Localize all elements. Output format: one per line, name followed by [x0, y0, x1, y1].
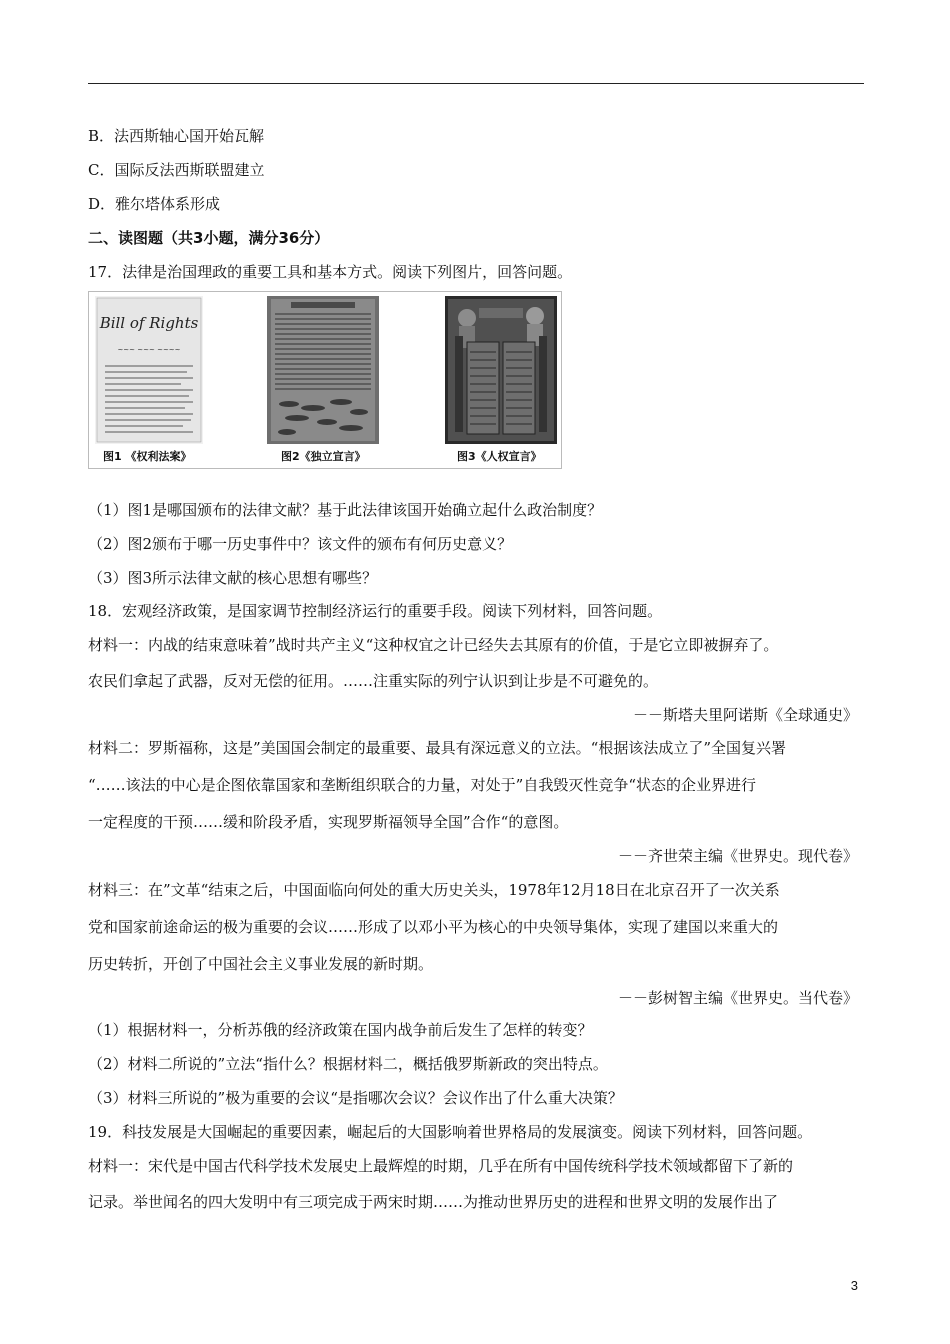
- page-number: 3: [850, 1278, 858, 1293]
- q18-sub-3: （3）材料三所说的”极为重要的会议“是指哪次会议？会议作出了什么重大决策？: [88, 1089, 623, 1107]
- q18-material-3-line-1: 材料三：在”文革“结束之后，中国面临向何处的重大历史关头，1978年12月18日在北京召开了一次关系: [88, 881, 780, 899]
- q17-sub-2: （2）图2颁布于哪一历史事件中？该文件的颁布有何历史意义？: [88, 535, 513, 553]
- figure-2-declaration-of-independence: [267, 296, 379, 448]
- q17-sub-3: （3）图3所示法律文献的核心思想有哪些？: [88, 569, 378, 587]
- figure-3-declaration-of-rights-of-man: [445, 296, 557, 448]
- figure-1-bill-of-rights: [95, 296, 203, 448]
- q18-material-2-line-3: 一定程度的干预……缓和阶段矛盾，实现罗斯福领导全国”合作“的意图。: [88, 813, 569, 831]
- q18-material-1-source: －－斯塔夫里阿诺斯《全球通史》: [632, 706, 858, 724]
- q18-sub-2: （2）材料二所说的”立法“指什么？根据材料二，概括俄罗斯新政的突出特点。: [88, 1055, 608, 1073]
- q18-stem: 18．宏观经济政策，是国家调节控制经济运行的重要手段。阅读下列材料，回答问题。: [88, 602, 663, 620]
- q18-material-3-line-2: 党和国家前途命运的极为重要的会议……形成了以邓小平为核心的中央领导集体，实现了建国以来重大的: [88, 918, 779, 936]
- q19-material-1-line-2: 记录。举世闻名的四大发明中有三项完成于两宋时期……为推动世界历史的进程和世界文明的发展作出了: [88, 1193, 779, 1211]
- q18-material-1-line-1: 材料一：内战的结束意味着”战时共产主义“这种权宜之计已经失去其原有的价值，于是它立即被摒弃了。: [88, 636, 779, 654]
- option-b: B．法西斯轴心国开始瓦解: [88, 127, 265, 145]
- q17-sub-1: （1）图1是哪国颁布的法律文献？基于此法律该国开始确立起什么政治制度？: [88, 501, 603, 519]
- q19-stem: 19．科技发展是大国崛起的重要因素，崛起后的大国影响着世界格局的发展演变。阅读下列材料，回答问题。: [88, 1123, 813, 1141]
- figure-1-caption: 图1 《权利法案》: [103, 450, 192, 463]
- header-rule: [88, 83, 864, 84]
- q18-material-3-source: －－彭树智主编《世界史。当代卷》: [617, 989, 858, 1007]
- svg-text:~~~ ~~~ ~~~~: ~~~ ~~~ ~~~~: [117, 346, 181, 354]
- option-d: D．雅尔塔体系形成: [88, 195, 221, 213]
- q18-material-3-line-3: 历史转折，开创了中国社会主义事业发展的新时期。: [88, 955, 434, 973]
- figure-3-caption: 图3《人权宣言》: [457, 450, 542, 463]
- q18-material-1-line-2: 农民们拿起了武器，反对无偿的征用。……注重实际的列宁认识到让步是不可避免的。: [88, 672, 659, 690]
- q19-material-1-line-1: 材料一：宋代是中国古代科学技术发展史上最辉煌的时期，几乎在所有中国传统科学技术领域都留下了新的: [88, 1157, 794, 1175]
- figure-1-title-text: Bill of Rights: [99, 314, 199, 332]
- q18-material-2-line-1: 材料二：罗斯福称，这是”美国国会制定的最重要、最具有深远意义的立法。“根据该法成立了”全国复兴署: [88, 739, 787, 757]
- q18-sub-1: （1）根据材料一，分析苏俄的经济政策在国内战争前后发生了怎样的转变？: [88, 1021, 593, 1039]
- figure-2-caption: 图2《独立宣言》: [281, 450, 366, 463]
- q17-figure-strip: [88, 291, 562, 469]
- q18-material-2-line-2: “……该法的中心是企图依靠国家和垄断组织联合的力量，对处于”自我毁灭性竞争“状态的企业界进行: [88, 776, 757, 794]
- option-c: C．国际反法西斯联盟建立: [88, 161, 265, 179]
- section-title: 二、读图题（共3小题，满分36分）: [88, 229, 330, 247]
- q18-material-2-source: －－齐世荣主编《世界史。现代卷》: [617, 847, 858, 865]
- q17-stem: 17．法律是治国理政的重要工具和基本方式。阅读下列图片，回答问题。: [88, 263, 573, 281]
